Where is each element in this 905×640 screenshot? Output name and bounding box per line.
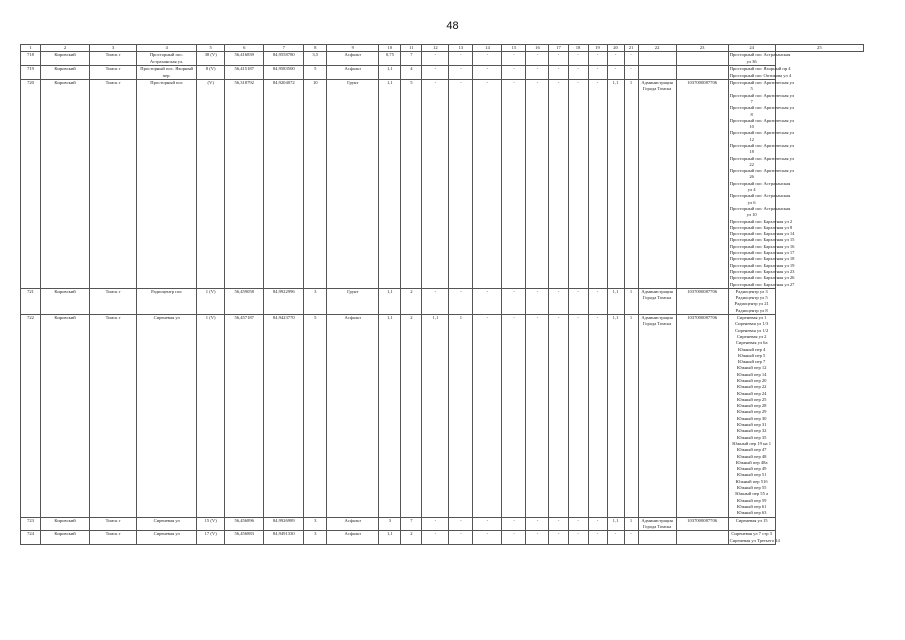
cell-c17: - (526, 531, 549, 545)
column-number: 19 (588, 45, 607, 52)
column-number: 7 (264, 45, 304, 52)
cell-c13: - (422, 288, 449, 314)
cell-street: Просторный пос. Яхорный пер. (137, 66, 197, 80)
cell-owner: Администрация Города Томска (638, 315, 676, 518)
address-line: Просторный пос Арктическая ул (729, 80, 795, 86)
address-line: Просторный пос Бархатная ул 18 (729, 256, 795, 262)
address-line: Просторный пос Бархатная ул 23 (729, 268, 795, 274)
cell-ogrn: 1037000087706 (676, 288, 728, 314)
cell-c21: 1,1 (607, 80, 624, 289)
cell-c16: - (502, 66, 526, 80)
cell-city: Томск г (90, 531, 137, 545)
cell-c11: 1,1 (379, 80, 401, 289)
address-line: Южный пер 63 (736, 510, 767, 516)
cell-c13: - (422, 66, 449, 80)
cell-c11: 1,1 (379, 315, 401, 518)
address-line: Южный пер 12 (736, 365, 767, 371)
cell-c16: - (502, 52, 526, 66)
cell-category: 1 (V) (197, 315, 225, 518)
cell-c15: - (473, 288, 502, 314)
cell-c12: 2 (401, 288, 422, 314)
address-line: Южный пер 22 (736, 384, 767, 390)
cell-c20: - (588, 315, 607, 518)
cell-c11: 3 (379, 517, 401, 531)
cell-city: Томск г (90, 315, 137, 518)
cell-c22: - (624, 66, 638, 80)
cell-ogrn: 1037000087706 (676, 80, 728, 289)
cell-c19: - (568, 531, 588, 545)
cell-c14: - (449, 288, 473, 314)
address-line: Южный пер 51 (736, 472, 767, 478)
cell-c13: 1,1 (422, 315, 449, 518)
column-number: 25 (775, 45, 863, 52)
cell-c15: - (473, 80, 502, 289)
cell-street: Просторный пос. Астраханская ул. (137, 52, 197, 66)
cell-id: 718 (21, 52, 41, 66)
column-number: 15 (502, 45, 526, 52)
address-line: Южный пер 19 на 1 (732, 440, 772, 446)
address-line: Просторный пос Арктическая ул (729, 155, 795, 161)
cell-lon: 84,9558780 (264, 52, 304, 66)
cell-length: 3 (304, 517, 327, 531)
address-line: Просторный пос Астраханская (729, 180, 791, 186)
table-row (21, 531, 864, 545)
cell-c11: 1,1 (379, 288, 401, 314)
address-line: Просторный пос Бархатная ул 17 (729, 250, 795, 256)
address-line: Просторный пос Арктическая ул (729, 143, 795, 148)
cell-lon: 84,9583500 (264, 66, 304, 80)
address-line: ул 10 (746, 212, 757, 218)
cell-id: 721 (21, 288, 41, 314)
cell-c15: - (473, 66, 502, 80)
cell-lon: 84,9204072 (264, 80, 304, 289)
cell-c16: - (502, 531, 526, 545)
address-line: Просторный пос Арктическая ул (729, 92, 795, 98)
address-line: Сиреневая ул 7 стр 3 (731, 531, 772, 537)
address-line: Южный пер 55 (736, 485, 767, 491)
address-line: Просторный пос Бархатная ул 19 (729, 262, 795, 268)
cell-c17: - (526, 288, 549, 314)
address-line: 12 (749, 136, 754, 142)
cell-length: 3 (304, 288, 327, 314)
cell-c19: - (568, 517, 588, 531)
cell-lon: 84,9926989 (264, 517, 304, 531)
address-line: Южный пер 61 (736, 503, 767, 509)
cell-addresses (728, 315, 775, 518)
address-line: Южный пер 32 (736, 428, 767, 434)
cell-c17: - (526, 517, 549, 531)
cell-c16: - (502, 80, 526, 289)
address-line: Просторный пос Яхорный пр 4 (729, 66, 791, 72)
address-line: Сиреневая ул 1/3 (735, 321, 769, 327)
cell-owner: Администрация Города Томска (638, 80, 676, 289)
cell-addresses (728, 517, 775, 531)
address-line: Просторный пос Арктическая ул (729, 117, 795, 123)
address-line: Радиоцентр ул 5 (735, 295, 768, 301)
address-line: 10 (749, 124, 754, 130)
cell-cover: Асфальт (327, 315, 379, 518)
cell-street: Просторный пос (137, 80, 197, 289)
cell-id: 719 (21, 66, 41, 80)
cell-c21: 1,1 (607, 315, 624, 518)
cell-c18: - (549, 80, 568, 289)
cell-c22: - (624, 531, 638, 545)
table-row (21, 288, 864, 314)
table-row (21, 66, 864, 80)
cell-street: Сиреневая ул (137, 315, 197, 518)
cell-category: 17 (V) (197, 531, 225, 545)
cell-c21: - (607, 66, 624, 80)
address-line: ул 4 (747, 187, 756, 193)
column-number: 12 (422, 45, 449, 52)
cell-length: 5 (304, 66, 327, 80)
column-number: 3 (90, 45, 137, 52)
cell-c12: 7 (401, 52, 422, 66)
cell-c19: - (568, 66, 588, 80)
cell-addresses (728, 531, 780, 545)
address-line: Южный пер 14 (736, 371, 767, 377)
cell-c14: - (449, 66, 473, 80)
column-number-row (21, 45, 864, 52)
cell-c13: - (422, 52, 449, 66)
address-line: Южный пер 48 (736, 453, 767, 459)
cell-lat: 56,459058 (225, 288, 264, 314)
cell-district: Кировский (41, 52, 90, 66)
cell-owner: Администрация Города Томска (638, 517, 676, 531)
column-number: 8 (304, 45, 327, 52)
cell-category: 38 (V) (197, 52, 225, 66)
cell-c22: 1 (624, 517, 638, 531)
cell-category: 8 (V) (197, 66, 225, 80)
cell-c18: - (549, 52, 568, 66)
cell-c12: 7 (401, 517, 422, 531)
cell-length: 3,5 (304, 52, 327, 66)
cell-ogrn: 1037000087706 (676, 517, 728, 531)
cell-c15: - (473, 517, 502, 531)
cell-district: Кировский (41, 517, 90, 531)
cell-category: (V) (197, 80, 225, 289)
address-line: Сиреневая ул 1 (736, 315, 767, 321)
cell-c22: 1 (624, 315, 638, 518)
cell-c18: - (549, 517, 568, 531)
address-line: 7 (750, 98, 753, 104)
address-line: Радиоцентр ул 8 (735, 307, 768, 313)
address-line: 8 (750, 111, 753, 117)
address-line: Просторный пос Астраханская (729, 193, 791, 199)
cell-c21: 1,1 (607, 288, 624, 314)
cell-cover: Асфальт (327, 66, 379, 80)
cell-c20: - (588, 52, 607, 66)
column-number: 14 (473, 45, 502, 52)
cell-c15: - (473, 52, 502, 66)
address-line: Южный пер 25 (736, 396, 767, 402)
cell-c17: - (526, 315, 549, 518)
cell-ogrn (676, 66, 728, 80)
cell-category: 1 (V) (197, 288, 225, 314)
address-line: Сиреневая ул 15 (735, 517, 768, 523)
cell-ogrn (676, 531, 728, 545)
cell-c14: - (449, 52, 473, 66)
cell-length: 10 (304, 80, 327, 289)
cell-id: 720 (21, 80, 41, 289)
cell-c20: - (588, 66, 607, 80)
address-line: 26 (749, 174, 754, 180)
cell-c16: - (502, 315, 526, 518)
cell-c20: - (588, 288, 607, 314)
cell-c16: - (502, 288, 526, 314)
cell-city: Томск г (90, 66, 137, 80)
cell-addresses (728, 288, 775, 314)
cell-c11: 1,1 (379, 66, 401, 80)
column-number: 10 (379, 45, 401, 52)
column-number: 11 (401, 45, 422, 52)
cell-c12: 2 (401, 315, 422, 518)
cell-c18: - (549, 66, 568, 80)
cell-c13: - (422, 80, 449, 289)
cell-lat: 56,456883 (225, 531, 264, 545)
column-number: 17 (549, 45, 568, 52)
cell-city: Томск г (90, 80, 137, 289)
cell-c18: - (549, 288, 568, 314)
cell-id: 722 (21, 315, 41, 518)
cell-addresses (728, 66, 792, 80)
cell-district: Кировский (41, 288, 90, 314)
cell-c13: - (422, 517, 449, 531)
address-line: Просторный пос Бархатная ул 16 (729, 243, 795, 249)
cell-c21: - (607, 52, 624, 66)
address-line: Сиреневая ул 1/2 (735, 327, 769, 333)
cell-owner (638, 531, 676, 545)
address-line: Южный пер 5 (737, 352, 766, 358)
cell-ogrn (676, 52, 728, 66)
address-line: Просторный пос Арктическая ул (729, 130, 795, 136)
address-line: Радиоцентр ул 3 (735, 288, 768, 294)
cell-c12: 2 (401, 531, 422, 545)
column-number: 1 (21, 45, 41, 52)
cell-cover: Грунт (327, 80, 379, 289)
cell-city: Томск г (90, 288, 137, 314)
address-line: Южный пер 35 (736, 434, 767, 440)
cell-length: 5 (304, 315, 327, 518)
address-line: Южный пер 28 (736, 403, 767, 409)
address-line: Южный пер 55 а (735, 491, 769, 497)
cell-lat: 56,456896 (225, 517, 264, 531)
cell-cover: Асфальт (327, 52, 379, 66)
column-number: 16 (526, 45, 549, 52)
address-line: Южный пер 29 (736, 409, 767, 415)
cell-c20: - (588, 531, 607, 545)
cell-lon: 84,9491330 (264, 531, 304, 545)
cell-c14: 1 (449, 315, 473, 518)
cell-addresses (728, 80, 795, 289)
cell-c12: 4 (401, 66, 422, 80)
address-line: Просторный пос Астраханская (729, 52, 791, 58)
cell-district: Кировский (41, 66, 90, 80)
cell-c15: - (473, 315, 502, 518)
cell-length: 3 (304, 531, 327, 545)
address-line: Просторный пос Бархатная ул 2 (729, 218, 793, 224)
column-number: 23 (676, 45, 728, 52)
address-line: Просторный пос Оптикова ул 4 (729, 72, 792, 78)
address-line: Просторный пос Бархатная ул 14 (729, 231, 795, 237)
address-line: Южный пер 4 (737, 346, 766, 352)
address-line: Сиреневая ул 2 (736, 333, 767, 339)
address-line: 5 (750, 86, 753, 92)
address-line: Южный пер 59 (736, 497, 767, 503)
cell-id: 723 (21, 517, 41, 531)
cell-c19: - (568, 80, 588, 289)
cell-c13: - (422, 531, 449, 545)
cell-cover: Грунт (327, 288, 379, 314)
column-number: 4 (137, 45, 197, 52)
cell-street: Сиреневая ул (137, 517, 197, 531)
cell-district: Кировский (41, 315, 90, 518)
address-line: 18 (749, 149, 754, 155)
address-line: Южный пер 24 (736, 390, 767, 396)
address-line: Просторный пос Бархатная ул 15 (729, 237, 795, 243)
cell-c18: - (549, 531, 568, 545)
table-row (21, 315, 864, 518)
column-number: 2 (41, 45, 90, 52)
cell-c11: 0,75 (379, 52, 401, 66)
cell-category: 15 (V) (197, 517, 225, 531)
address-line: Южный пер 30 (736, 415, 767, 421)
cell-city: Томск г (90, 517, 137, 531)
cell-c19: - (568, 315, 588, 518)
column-number: 13 (449, 45, 473, 52)
cell-c19: - (568, 288, 588, 314)
cell-city: Томск г (90, 52, 137, 66)
cell-owner (638, 66, 676, 80)
address-line: Сиреневая ул 6а (735, 340, 768, 346)
cell-street: Радиоцентр пос (137, 288, 197, 314)
cell-c11: 1,1 (379, 531, 401, 545)
cell-c17: - (526, 52, 549, 66)
cell-id: 724 (21, 531, 41, 545)
address-line: 22 (749, 161, 754, 167)
cell-lon: 84,9922996 (264, 288, 304, 314)
address-line: Просторный пос Арктическая ул (729, 168, 795, 174)
cell-c21: - (607, 531, 624, 545)
cell-street: Сиреневая ул (137, 531, 197, 545)
address-line: ул 6 (747, 199, 756, 205)
address-line: ул 36 (746, 58, 757, 64)
address-line: Просторный пос Бархатная ул 8 (729, 224, 793, 230)
cell-c14: - (449, 80, 473, 289)
address-line: Просторный пос Бархатная ул 27 (729, 281, 795, 287)
cell-owner (638, 52, 676, 66)
cell-cover: Асфальт (327, 531, 379, 545)
cell-lat: 56,318792 (225, 80, 264, 289)
cell-lon: 84,9423770 (264, 315, 304, 518)
column-number: 21 (624, 45, 638, 52)
cell-ogrn: 1037000087706 (676, 315, 728, 518)
cell-c14: - (449, 517, 473, 531)
table-row (21, 80, 864, 289)
cell-c22: 1 (624, 80, 638, 289)
cell-c22: 1 (624, 288, 638, 314)
cell-c21: 1,1 (607, 517, 624, 531)
address-line: Южный пер 7 (737, 359, 766, 365)
address-line: Южный пер 51б (735, 478, 768, 484)
column-number: 5 (197, 45, 225, 52)
table-row (21, 52, 864, 66)
column-number: 24 (728, 45, 775, 52)
column-number: 6 (225, 45, 264, 52)
cell-c19: - (568, 52, 588, 66)
cell-lat: 56,457187 (225, 315, 264, 518)
address-line: Южный пер 20 (736, 377, 767, 383)
cell-district: Кировский (41, 531, 90, 545)
column-number: 9 (327, 45, 379, 52)
cell-c15: - (473, 531, 502, 545)
cell-c14: - (449, 531, 473, 545)
cell-c20: - (588, 80, 607, 289)
address-line: Южный пер 49 (736, 466, 767, 472)
table-row (21, 517, 864, 531)
address-line: Радиоцентр ул 21 (734, 301, 769, 307)
address-line: Просторный пос Астраханская (729, 205, 791, 211)
road-registry-table (20, 44, 864, 545)
column-number: 22 (638, 45, 676, 52)
cell-c20: - (588, 517, 607, 531)
cell-district: Кировский (41, 80, 90, 289)
column-number: 20 (607, 45, 624, 52)
cell-c16: - (502, 517, 526, 531)
address-line: Южный пер 47 (736, 447, 767, 453)
cell-c17: - (526, 80, 549, 289)
address-line: Просторный пос Арктическая ул (729, 105, 795, 111)
cell-c22: - (624, 52, 638, 66)
cell-cover: Асфальт (327, 517, 379, 531)
cell-c12: 5 (401, 80, 422, 289)
column-number: 18 (568, 45, 588, 52)
address-line: Сиреневая ул Третьего 14 (729, 537, 780, 543)
cell-owner: Администрация Города Томска (638, 288, 676, 314)
address-line: Южный пер 48а (735, 459, 768, 465)
cell-c17: - (526, 66, 549, 80)
table-body (21, 45, 864, 545)
cell-lat: 56,415187 (225, 66, 264, 80)
cell-addresses (728, 52, 791, 66)
cell-lat: 56,416839 (225, 52, 264, 66)
page-number: 48 (446, 20, 459, 32)
address-line: Просторный пос Бархатная ул 26 (729, 275, 795, 281)
address-line: Южный пер 31 (736, 422, 767, 428)
cell-c18: - (549, 315, 568, 518)
